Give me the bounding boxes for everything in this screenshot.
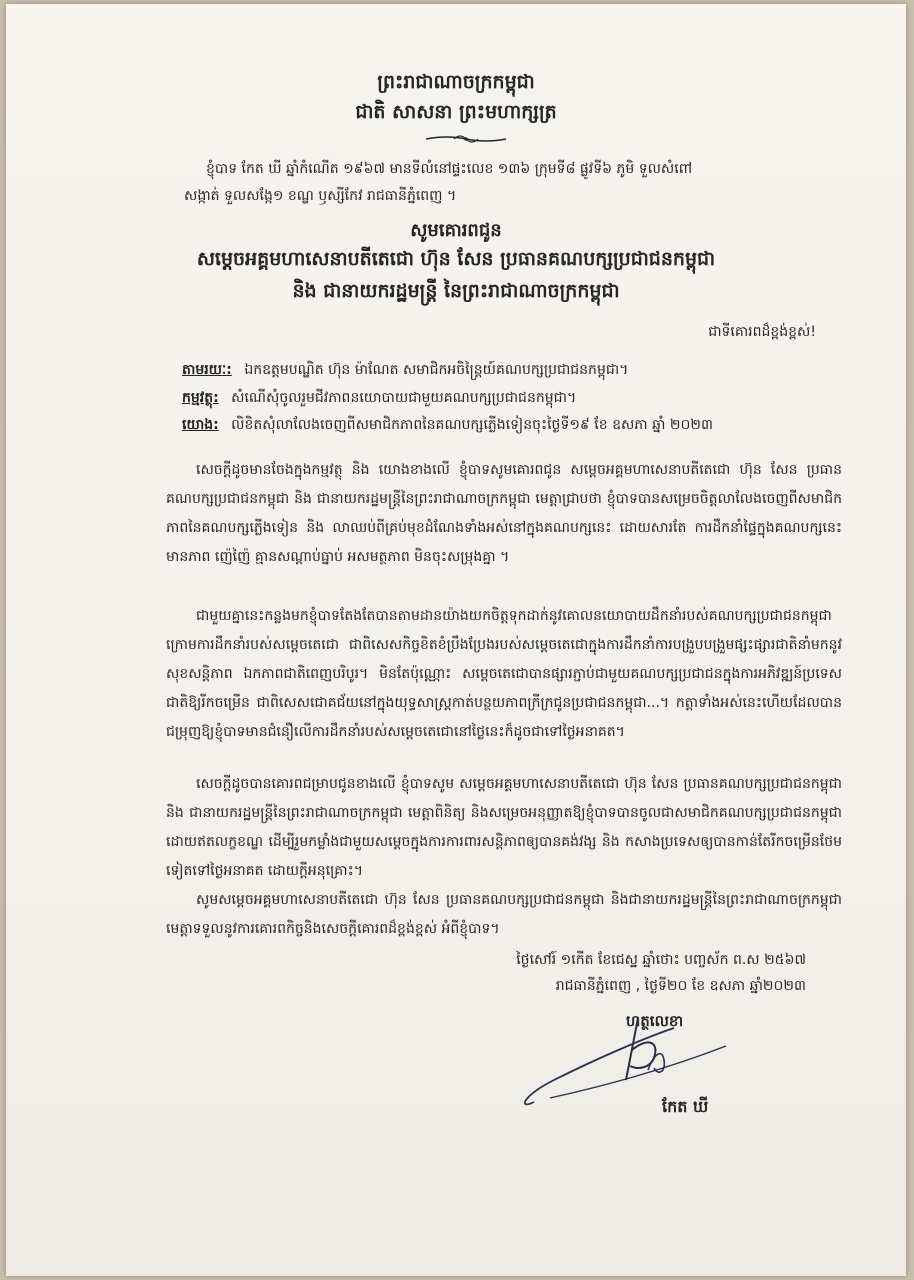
subject-row bbox=[182, 388, 576, 408]
salutation: សូមគោរពជូន bbox=[410, 220, 502, 241]
subject-text: សំណើសុំចូលរួមជីវភាពនយោបាយជាមួយគណបក្សប្រជាជនកម្ពុជា។ bbox=[231, 390, 577, 406]
intro-line-2: សង្កាត់ ទួលសង្កែ១ ខណ្ឌ ឫស្សីកែវ រាជធានីភ្នំពេញ ។ bbox=[184, 188, 457, 204]
addressee-line-2: និង ជានាយករដ្ឋមន្ត្រី នៃព្រះរាជាណាចក្រកម្ពុជា bbox=[292, 280, 620, 302]
body-paragraph-2-text: ជាមួយគ្នានេះកន្លងមកខ្ញុំបាទតែងតែបានតាមដានយ៉ាងយកចិត្តទុកដាក់នូវគោលនយោបាយដឹកនាំរបស់គណបក្សប្រជាជនកម្ពុជា ក្រោមការដឹកនាំរបស់សម្ដេចតេជោ ជាពិសេសកិច្ចខិតខំប្រឹងប្រែងរបស់សម្ដេចតេជោក្នុងការដឹកនាំការបង្រួបបង្រួមផ្សះផ្សារជាតិនាំមកនូវសុខសន្តិភាព ឯកភាពជាតិពេញបរិបូរ។ មិនតែប៉ុណ្ណោះ សម្ដេចតេជោបានផ្សារភ្ជាប់ជាមួយគណបក្សប្រជាជនក្នុងការអភិវឌ្ឍន៍ប្រទេសជាតិឱ្យរីកចម្រើន ជាពិសេសជោគជ័យនៅក្នុងយុទ្ធសាស្ត្រកាត់បន្ថយភាពក្រីក្រជូនប្រជាជនកម្ពុជា...។ កត្តាទាំងអស់នេះហើយដែលបានជម្រុញឱ្យខ្ញុំបាទមានជំនឿលើការដឹកនាំរបស់សម្ដេចតេជោនៅថ្ងៃនេះក៏ដូចជាទៅថ្ងៃអនាគត។ bbox=[166, 608, 842, 740]
body-paragraph-4 bbox=[166, 886, 842, 944]
body-paragraph-1 bbox=[166, 456, 842, 572]
via-row bbox=[182, 360, 628, 380]
intro-line-1: ខ្ញុំបាទ កែត ឃី ឆ្នាំកំណើត ១៩៦៧ មានទីលំនៅផ្ទះលេខ ១៣៦ ក្រុមទី៨ ផ្លូវទី៦ ភូមិ ទួលសំពៅ bbox=[206, 161, 693, 177]
reference-row bbox=[182, 415, 713, 435]
addressee-line-1: សម្ដេចអគ្គមហាសេនាបតីតេជោ ហ៊ុន សែន ប្រធានគណបក្សប្រជាជនកម្ពុជា bbox=[196, 248, 716, 270]
letter-page bbox=[6, 4, 906, 1276]
national-motto: ជាតិ សាសនា ព្រះមហាក្សត្រ bbox=[355, 101, 557, 123]
reference-label: យោង: bbox=[182, 417, 219, 433]
reference-text: លិខិតសុំលាលែងចេញពីសមាជិកភាពនៃគណបក្សភ្លើងទៀនចុះថ្ងៃទី១៩ ខែ ឧសភា ឆ្នាំ ២០២៣ bbox=[231, 417, 713, 433]
via-text: ឯកឧត្តមបណ្ឌិត ហ៊ុន ម៉ាណែត សមាជិកអចិន្ត្រៃយ៍គណបក្សប្រជាជនកម្ពុជា។ bbox=[244, 362, 629, 378]
subject-label: កម្មវត្ថុ: bbox=[182, 390, 219, 406]
signature-label: ហត្ថលេខា bbox=[626, 1012, 684, 1030]
body-paragraph-1-text: សេចក្ដីដូចមានចែងក្នុងកម្មវត្ថុ និង យោងខាងលើ ខ្ញុំបាទសូមគោរពជូន សម្ដេចអគ្គមហាសេនាបតីតេជោ ហ៊ុន សែន ប្រធានគណបក្សប្រជាជនកម្ពុជា និង ជានាយករដ្ឋមន្ត្រីនៃព្រះរាជាណាចក្រកម្ពុជា មេត្តាជ្រាបថា ខ្ញុំបាទបានសម្រេចចិត្តលាលែងចេញពីសមាជិកភាពនៃគណបក្សភ្លើងទៀន និង លាឈប់ពីគ្រប់មុខដំណែងទាំងអស់នៅក្នុងគណបក្សនេះ ដោយសារតែ ការដឹកនាំផ្ទៃក្នុងគណបក្សនេះមានភាព ញ៉េញ៉ៃ គ្មានសណ្ដាប់ធ្នាប់ អសមត្ថភាព មិនចុះសម្រុងគ្នា ។ bbox=[166, 462, 842, 565]
body-paragraph-4-text: សូមសម្ដេចអគ្គមហាសេនាបតីតេជោ ហ៊ុន សែន ប្រធានគណបក្សប្រជាជនកម្ពុជា និងជានាយករដ្ឋមន្ត្រីនៃព្រះរាជាណាចក្រកម្ពុជា មេត្តាទទួលនូវការគោរពកិច្ចនិងសេចក្ដីគោរពដ៏ខ្ពង់ខ្ពស់ អំពីខ្ញុំបាទ។ bbox=[166, 892, 842, 937]
kingdom-heading: ព្រះរាជាណាចក្រកម្ពុជា bbox=[377, 71, 535, 93]
body-paragraph-3-text: សេចក្ដីដូចបានគោរពជម្រាបជូនខាងលើ ខ្ញុំបាទសូម សម្ដេចអគ្គមហាសេនាបតីតេជោ ហ៊ុន សែន ប្រធានគណបក្សប្រជាជនកម្ពុជា និង ជានាយករដ្ឋមន្ត្រីនៃព្រះរាជាណាចក្រកម្ពុជា មេត្តាពិនិត្យ និងសម្រេចអនុញ្ញាតឱ្យខ្ញុំបាទបានចូលជាសមាជិកគណបក្សប្រជាជនកម្ពុជា ដោយឥតលក្ខខណ្ឌ ដើម្បីរួមកម្លាំងជាមួយសម្ដេចក្នុងការការពារសន្តិភាពឲ្យបានគង់វង្ស និង កសាងប្រទេសឲ្យបានកាន់តែរីកចម្រើនថែមទៀតទៅថ្ងៃអនាគត ដោយក្ដីអនុគ្រោះ។ bbox=[166, 776, 842, 879]
respect-line: ជាទីគោរពដ៏ខ្ពង់ខ្ពស់! bbox=[708, 324, 816, 340]
ornament-divider-icon bbox=[424, 132, 508, 146]
body-paragraph-2 bbox=[166, 602, 842, 747]
via-label: តាមរយៈ: bbox=[182, 362, 232, 378]
body-paragraph-3 bbox=[166, 770, 842, 886]
solar-date: រាជធានីភ្នំពេញ , ថ្ងៃទី២០ ខែ ឧសភា ឆ្នាំ២០២៣ bbox=[555, 978, 806, 994]
lunar-date: ថ្ងៃសៅរ៍ ១កើត ខែជេស្ឋ ឆ្នាំថោះ បញ្ចស័ក ព.ស ២៥៦៧ bbox=[516, 952, 806, 968]
signer-name: កែត ឃី bbox=[662, 1097, 709, 1116]
